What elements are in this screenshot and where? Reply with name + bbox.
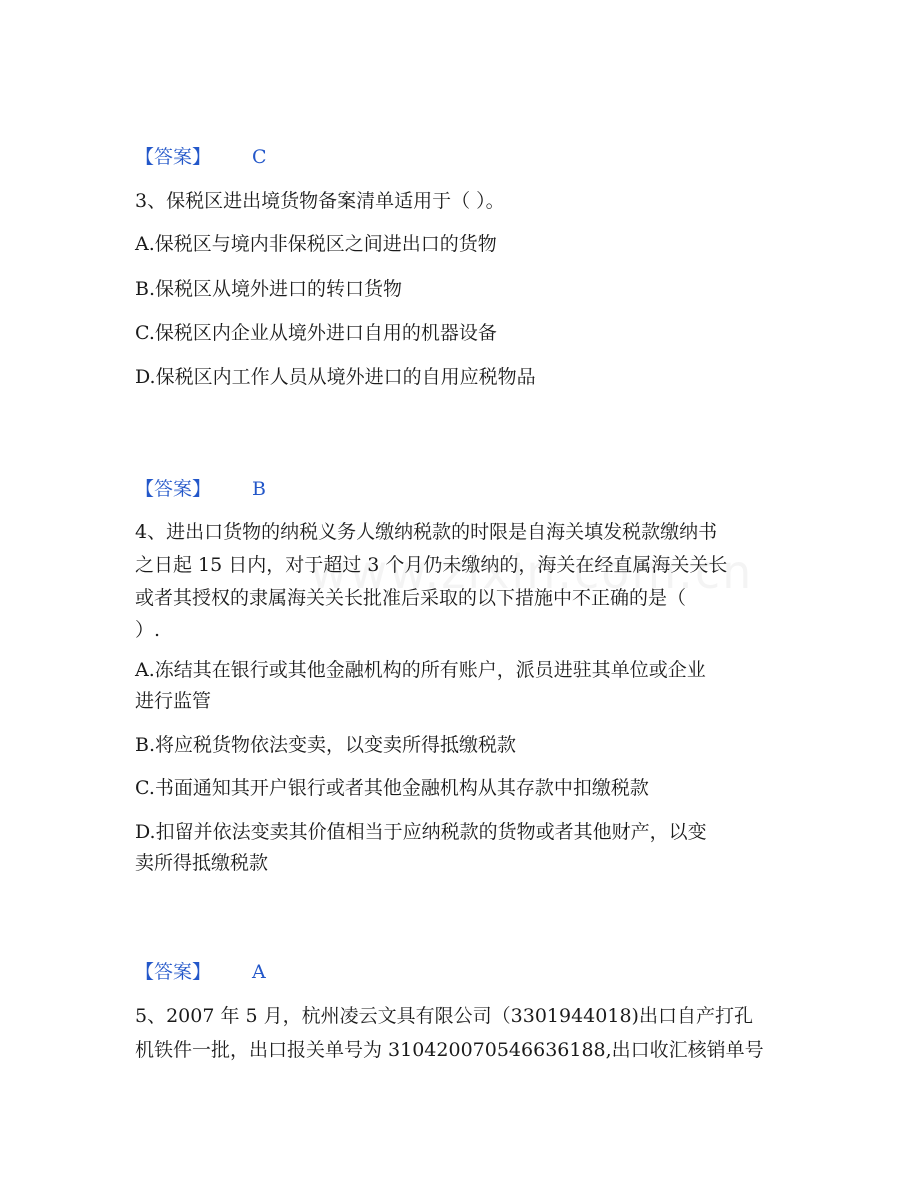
question-stem-line: 之日起 15 日内，对于超过 3 个月仍未缴纳的，海关在经直属海关关长 (135, 554, 728, 576)
question-stem-line: 5、2007 年 5 月，杭州凌云文具有限公司（3301944018)出口自产打孔 (135, 1005, 753, 1027)
option-a: A.保税区与境内非保税区之间进出口的货物 (135, 233, 497, 255)
answer-row (135, 960, 785, 984)
option-c: C.书面通知其开户银行或者其他金融机构从其存款中扣缴税款 (135, 777, 649, 799)
answer-label: 【答案】 (135, 961, 212, 983)
answer-label: 【答案】 (135, 146, 212, 168)
question-stem-line: 或者其授权的隶属海关关长批准后采取的以下措施中不正确的是（ (135, 587, 687, 609)
option-b: B.保税区从境外进口的转口货物 (135, 278, 403, 300)
answer-letter: C (252, 146, 267, 168)
question-stem: 3、保税区进出境货物备案清单适用于（ ）。 (135, 190, 505, 212)
option-a-continued: 进行监管 (135, 690, 212, 712)
option-a: A.冻结其在银行或其他金融机构的所有账户，派员进驻其单位或企业 (135, 659, 706, 681)
option-b: B.将应税货物依法变卖，以变卖所得抵缴税款 (135, 734, 517, 756)
answer-row (135, 145, 785, 169)
question-stem-line: 机铁件一批，出口报关单号为 310420070546636188,出口收汇核销单号 (135, 1039, 764, 1061)
answer-letter: B (252, 478, 266, 500)
answer-row (135, 477, 785, 501)
question-stem-line: 4、进出口货物的纳税义务人缴纳税款的时限是自海关填发税款缴纳书 (135, 521, 718, 543)
question-stem-line: ）. (135, 619, 161, 641)
option-c: C.保税区内企业从境外进口自用的机器设备 (135, 322, 497, 344)
option-d: D.扣留并依法变卖其价值相当于应纳税款的货物或者其他财产，以变 (135, 821, 707, 843)
option-d-continued: 卖所得抵缴税款 (135, 852, 269, 874)
answer-letter: A (252, 961, 266, 983)
option-d: D.保税区内工作人员从境外进口的自用应税物品 (135, 366, 536, 388)
answer-label: 【答案】 (135, 478, 212, 500)
